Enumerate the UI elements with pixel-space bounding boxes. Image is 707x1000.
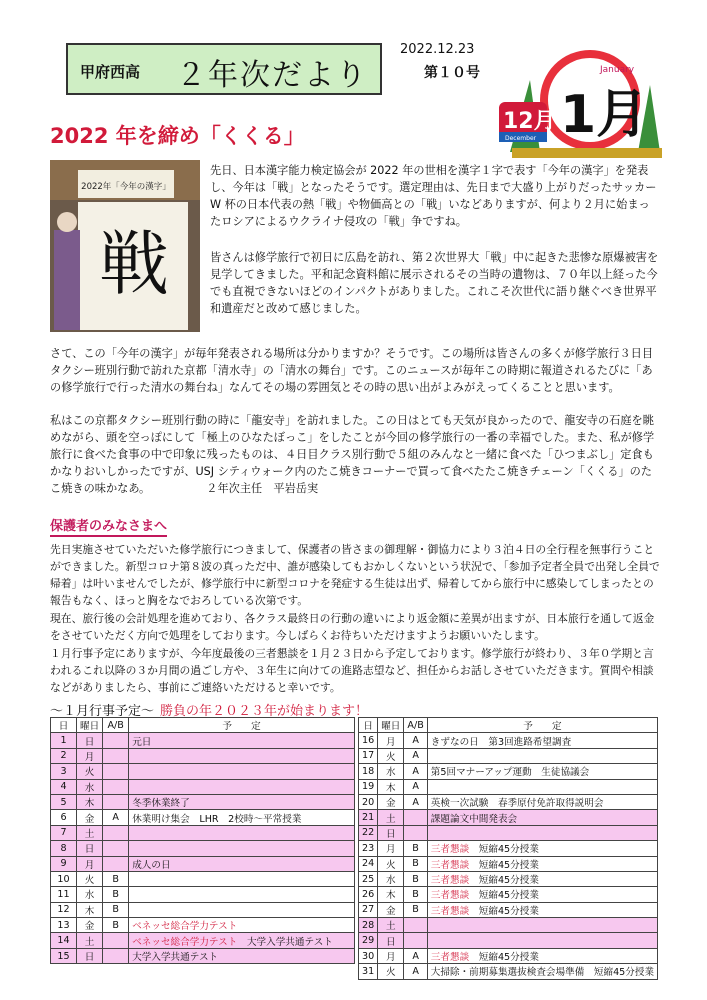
issue-number: 第１０号	[424, 65, 480, 81]
schedule-plan	[427, 887, 657, 902]
schedule-weekday: 火	[378, 964, 404, 979]
schedule-text: 大学入学共通テスト	[132, 952, 219, 964]
schedule-row	[51, 825, 355, 840]
schedule-row	[51, 764, 355, 779]
schedule-plan	[427, 764, 657, 779]
schedule-text: 大掃除・前期募集選抜検査会場準備 短縮45分授業	[430, 967, 655, 979]
schedule-text: 大学入学共通テスト	[246, 936, 333, 948]
schedule-ab	[404, 810, 427, 825]
schedule-row	[359, 748, 658, 763]
schedule-ab	[404, 933, 427, 948]
schedule-row	[359, 871, 658, 886]
schedule-text: 成人の日	[132, 859, 171, 871]
article-paragraph-2: 皆さんは修学旅行で初日に広島を訪れ、第２次世界大「戦」中に起きた悲惨な原爆被害を見学してきました。平和記念資料館に展示されるその当時の遺物は、７０年以上経った今でも直視できないほどのインパクトがありました。これこそ次世代に語り継ぐべき世界平和遺産だと改めて感じました。	[210, 251, 659, 315]
schedule-plan	[427, 871, 657, 886]
schedule-ab: A	[103, 810, 129, 825]
schedule-weekday: 金	[77, 810, 103, 825]
schedule-ab: A	[404, 794, 427, 809]
schedule-row	[359, 810, 658, 825]
schedule-row	[51, 902, 355, 917]
article-heading: 2022 年を締め「くくる」	[50, 124, 305, 148]
schedule-ab	[103, 933, 129, 948]
schedule-ab: A	[404, 779, 427, 794]
schedule-day: 3	[51, 764, 77, 779]
schedule-ab: B	[103, 918, 129, 933]
schedule-plan	[129, 810, 355, 825]
schedule-day: 28	[359, 918, 378, 933]
schedule-plan	[129, 794, 355, 809]
schedule-plan	[427, 779, 657, 794]
schedule-text: 第5回マナーアップ運動 生徒協議会	[430, 767, 590, 779]
december-calendar-icon	[497, 98, 556, 144]
schedule-weekday: 日	[77, 733, 103, 748]
schedule-text: 課題論文中間発表会	[430, 813, 518, 825]
schedule-plan	[129, 887, 355, 902]
schedule-day: 30	[359, 948, 378, 963]
schedule-row	[359, 764, 658, 779]
photo-caption: 2022年「今年の漢字」	[81, 182, 171, 192]
schedule-weekday: 日	[77, 948, 103, 963]
schedule-day: 7	[51, 825, 77, 840]
schedule-row	[51, 841, 355, 856]
newsletter-title-box	[66, 43, 382, 95]
schedule-weekday: 金	[378, 794, 404, 809]
schedule-ab	[103, 733, 129, 748]
schedule-plan	[129, 841, 355, 856]
schedule-day: 21	[359, 810, 378, 825]
parents-section-heading: 保護者のみなさまへ	[50, 515, 167, 537]
school-name: 甲府西高	[80, 63, 141, 81]
schedule-ab	[103, 856, 129, 871]
small-calendar-month: 12月	[503, 109, 556, 134]
schedule-day: 20	[359, 794, 378, 809]
col-weekday: 曜日	[77, 718, 103, 733]
col-plan: 予 定	[129, 718, 355, 733]
schedule-row	[359, 733, 658, 748]
schedule-highlight: 三者懇談	[430, 905, 470, 917]
schedule-weekday: 土	[378, 810, 404, 825]
schedule-plan	[129, 825, 355, 840]
schedule-row	[359, 918, 658, 933]
schedule-ab: A	[404, 764, 427, 779]
schedule-day: 8	[51, 841, 77, 856]
schedule-weekday: 火	[77, 871, 103, 886]
col-ab: A/B	[103, 718, 129, 733]
schedule-plan	[129, 871, 355, 886]
schedule-row	[51, 918, 355, 933]
schedule-weekday: 土	[77, 933, 103, 948]
schedule-row	[359, 964, 658, 979]
schedule-ab	[103, 748, 129, 763]
schedule-weekday: 水	[378, 764, 404, 779]
col-day: 日	[359, 718, 378, 733]
schedule-text: 短縮45分授業	[478, 859, 539, 871]
schedule-ab: A	[404, 748, 427, 763]
schedule-plan	[427, 733, 657, 748]
schedule-text: 短縮45分授業	[478, 952, 539, 964]
col-plan: 予 定	[427, 718, 657, 733]
schedule-ab: B	[404, 841, 427, 856]
schedule-ab	[103, 825, 129, 840]
schedule-ab	[103, 948, 129, 963]
schedule-row	[359, 902, 658, 917]
schedule-day: 4	[51, 779, 77, 794]
schedule-row	[51, 779, 355, 794]
schedule-day: 18	[359, 764, 378, 779]
schedule-plan	[427, 948, 657, 963]
schedule-row	[51, 748, 355, 763]
schedule-plan	[427, 810, 657, 825]
schedule-weekday: 金	[378, 902, 404, 917]
calendar-month-en: January	[600, 65, 635, 75]
parents-paragraph-1: 先日実施させていただいた修学旅行につきまして、保護者の皆さまの御理解・御協力により３泊４日の全行程を無事行うことができました。新型コロナ第８波の真っただ中、誰が感染してもおかしくないという状況で、「参加予定者全員で出発し全員で帰着」は叶いませんでしたが、修学旅行中に新型コロナを発症する生徒は出ず、帰着してから旅行中に感染してしまったとの報告もなく、ほっと胸をなでおろしている次第です。	[50, 543, 660, 607]
schedule-day: 10	[51, 871, 77, 886]
schedule-plan	[427, 902, 657, 917]
schedule-weekday: 日	[77, 841, 103, 856]
schedule-text: 冬季休業終了	[132, 798, 190, 810]
schedule-ab	[404, 825, 427, 840]
col-day: 日	[51, 718, 77, 733]
schedule-day: 26	[359, 887, 378, 902]
schedule-day: 11	[51, 887, 77, 902]
schedule-row	[51, 933, 355, 948]
schedule-weekday: 土	[77, 825, 103, 840]
schedule-row	[51, 871, 355, 886]
schedule-day: 29	[359, 933, 378, 948]
schedule-day: 24	[359, 856, 378, 871]
schedule-plan	[427, 964, 657, 979]
schedule-ab: A	[404, 733, 427, 748]
schedule-day: 9	[51, 856, 77, 871]
newsletter-title: ２年次だより	[176, 58, 368, 93]
schedule-day: 25	[359, 871, 378, 886]
schedule-weekday: 火	[378, 856, 404, 871]
schedule-plan	[427, 841, 657, 856]
schedule-plan	[129, 856, 355, 871]
schedule-ab	[103, 764, 129, 779]
schedule-plan	[427, 825, 657, 840]
schedule-day: 14	[51, 933, 77, 948]
schedule-text: 短縮45分授業	[478, 905, 539, 917]
photo-kanji: 戦	[99, 223, 169, 305]
schedule-highlight: 三者懇談	[430, 844, 470, 856]
article-paragraph-4-text: 私はこの京都タクシー班別行動の時に「龍安寺」を訪れました。この日はとても天気が良かったので、龍安寺の石庭を眺めながら、頭を空っぽにして「極上のひなたぼっこ」をしたことが今回の修学旅行の一番の幸福でした。また、私が修学旅行に食べた食事の中で印象に残ったものは、４日目クラス別行動で５組のみんなと一緒に食べた「ひつまぶし」定食もかなりおいしかったですが、USJ シティウォーク内のたこ焼きコーナーで買って食べたたこ焼きチェーン「くくる」のたこ焼きの味かなあ。	[50, 414, 655, 495]
schedule-weekday: 木	[77, 794, 103, 809]
schedule-text: 休業明け集会 LHR 2校時～平常授業	[132, 813, 302, 825]
kanji-of-the-year-photo	[50, 160, 200, 332]
schedule-row	[359, 933, 658, 948]
issue-date: 2022.12.23	[400, 42, 475, 57]
schedule-day: 13	[51, 918, 77, 933]
schedule-ab: A	[404, 964, 427, 979]
schedule-day: 27	[359, 902, 378, 917]
schedule-day: 17	[359, 748, 378, 763]
schedule-weekday: 木	[77, 902, 103, 917]
parents-paragraph-2: 現在、旅行後の会計処理を進めており、各クラス最終日の行動の違いにより返金額に差異が出ますが、日本旅行を通して返金をさせていただく方向で処理をしております。今しばらくお待ちいただけますようお願いいたします。	[50, 612, 655, 642]
schedule-plan	[427, 748, 657, 763]
schedule-row	[359, 856, 658, 871]
schedule-row	[51, 794, 355, 809]
schedule-highlight: 三者懇談	[430, 859, 470, 871]
schedule-weekday: 月	[378, 733, 404, 748]
article-paragraph-1: 先日、日本漢字能力検定協会が 2022 年の世相を漢字１字で表す「今年の漢字」を発表し、今年は「戦」となったそうです。選定理由は、先日まで大盛り上がりだったサッカーW 杯の日本代表の熱「戦」や物価高との「戦」いなどありますが、何より２月に始まったロシアによるウクライナ侵攻の「戦」争ですね。	[210, 164, 657, 228]
schedule-day: 23	[359, 841, 378, 856]
schedule-day: 15	[51, 948, 77, 963]
schedule-weekday: 水	[77, 779, 103, 794]
schedule-row	[51, 856, 355, 871]
article-signature: ２年次主任 平岩岳実	[206, 482, 319, 495]
schedule-weekday: 水	[378, 871, 404, 886]
schedule-weekday: 火	[77, 764, 103, 779]
schedule-ab	[404, 918, 427, 933]
schedule-ab: B	[404, 856, 427, 871]
schedule-weekday: 日	[378, 825, 404, 840]
schedule-plan	[427, 856, 657, 871]
schedule-text: 短縮45分授業	[478, 844, 539, 856]
schedule-day: 2	[51, 748, 77, 763]
schedule-weekday: 火	[378, 748, 404, 763]
schedule-weekday: 月	[77, 748, 103, 763]
schedule-row	[359, 779, 658, 794]
schedule-row	[51, 810, 355, 825]
schedule-row	[359, 825, 658, 840]
schedule-plan	[129, 902, 355, 917]
schedule-day: 16	[359, 733, 378, 748]
schedule-day: 5	[51, 794, 77, 809]
schedule-highlight: 三者懇談	[430, 875, 470, 887]
schedule-highlight: 三者懇談	[430, 890, 470, 902]
schedule-row	[359, 948, 658, 963]
schedule-ab: B	[404, 871, 427, 886]
schedule-day: 12	[51, 902, 77, 917]
schedule-highlight: ベネッセ総合学力テスト	[132, 921, 238, 933]
schedule-ab	[103, 794, 129, 809]
schedule-plan	[129, 948, 355, 963]
schedule-weekday: 金	[77, 918, 103, 933]
schedule-ab: B	[103, 871, 129, 886]
schedule-ab	[103, 779, 129, 794]
col-weekday: 曜日	[378, 718, 404, 733]
schedule-ab: B	[103, 902, 129, 917]
schedule-ab	[103, 841, 129, 856]
schedule-day: 1	[51, 733, 77, 748]
schedule-weekday: 木	[378, 887, 404, 902]
schedule-plan	[129, 779, 355, 794]
schedule-row	[359, 841, 658, 856]
article-paragraph-3: さて、この「今年の漢字」が毎年発表される場所は分かりますか？そうです。この場所は皆さんの多くが修学旅行３日目タクシー班別行動で訪れた京都「清水寺」の「清水の舞台」です。このニュースが毎年この時期に報道されるたびに「あの修学旅行で行った清水の舞台ね」なんてその場の雰囲気とその時の思い出がよみがえってくることと思います。	[50, 347, 654, 394]
schedule-title-text: ～１月行事予定～	[50, 704, 155, 719]
schedule-day: 6	[51, 810, 77, 825]
schedule-plan	[129, 733, 355, 748]
schedule-day: 19	[359, 779, 378, 794]
schedule-weekday: 水	[77, 887, 103, 902]
schedule-row	[359, 887, 658, 902]
schedule-ab: B	[404, 887, 427, 902]
schedule-plan	[129, 748, 355, 763]
schedule-text: 短縮45分授業	[478, 890, 539, 902]
schedule-day: 31	[359, 964, 378, 979]
schedule-text: 元日	[132, 736, 152, 748]
schedule-row	[359, 794, 658, 809]
schedule-plan	[129, 933, 355, 948]
schedule-table-left	[50, 717, 355, 964]
schedule-row	[51, 948, 355, 963]
schedule-day: 22	[359, 825, 378, 840]
schedule-table-right	[358, 717, 658, 980]
parents-paragraph-3: １月行事予定にありますが、今年度最後の三者懇談を１月２３日から予定しております。修学旅行が終わり、３年０学期と言われるこれ以降の３か月間の過ごし方や、３年生に向けての進路志望など、担任からお話しさせていただきます。質問や相談などがありましたら、事前にご連絡いただけると幸いです。	[50, 647, 654, 694]
schedule-row	[51, 887, 355, 902]
schedule-plan	[427, 933, 657, 948]
col-ab: A/B	[404, 718, 427, 733]
schedule-ab: A	[404, 948, 427, 963]
schedule-highlight: ベネッセ総合学力テスト	[132, 936, 238, 948]
article-paragraph-4	[50, 412, 660, 497]
schedule-weekday: 月	[77, 856, 103, 871]
small-calendar-month-en: December	[505, 135, 537, 142]
schedule-weekday: 日	[378, 933, 404, 948]
schedule-catchphrase: 勝負の年２０２３年が始まります！	[160, 704, 369, 719]
schedule-plan	[129, 764, 355, 779]
schedule-weekday: 月	[378, 948, 404, 963]
schedule-text: 短縮45分授業	[478, 875, 539, 887]
schedule-weekday: 土	[378, 918, 404, 933]
schedule-weekday: 月	[378, 841, 404, 856]
schedule-plan	[427, 918, 657, 933]
schedule-ab: B	[404, 902, 427, 917]
schedule-weekday: 木	[378, 779, 404, 794]
schedule-plan	[129, 918, 355, 933]
schedule-plan	[427, 794, 657, 809]
schedule-ab: B	[103, 887, 129, 902]
schedule-text: きずなの日 第3回進路希望調査	[430, 736, 572, 748]
schedule-highlight: 三者懇談	[430, 952, 470, 964]
calendar-month: 1月	[560, 85, 649, 145]
schedule-row	[51, 733, 355, 748]
schedule-text: 英検一次試験 春季原付免許取得説明会	[430, 798, 604, 810]
